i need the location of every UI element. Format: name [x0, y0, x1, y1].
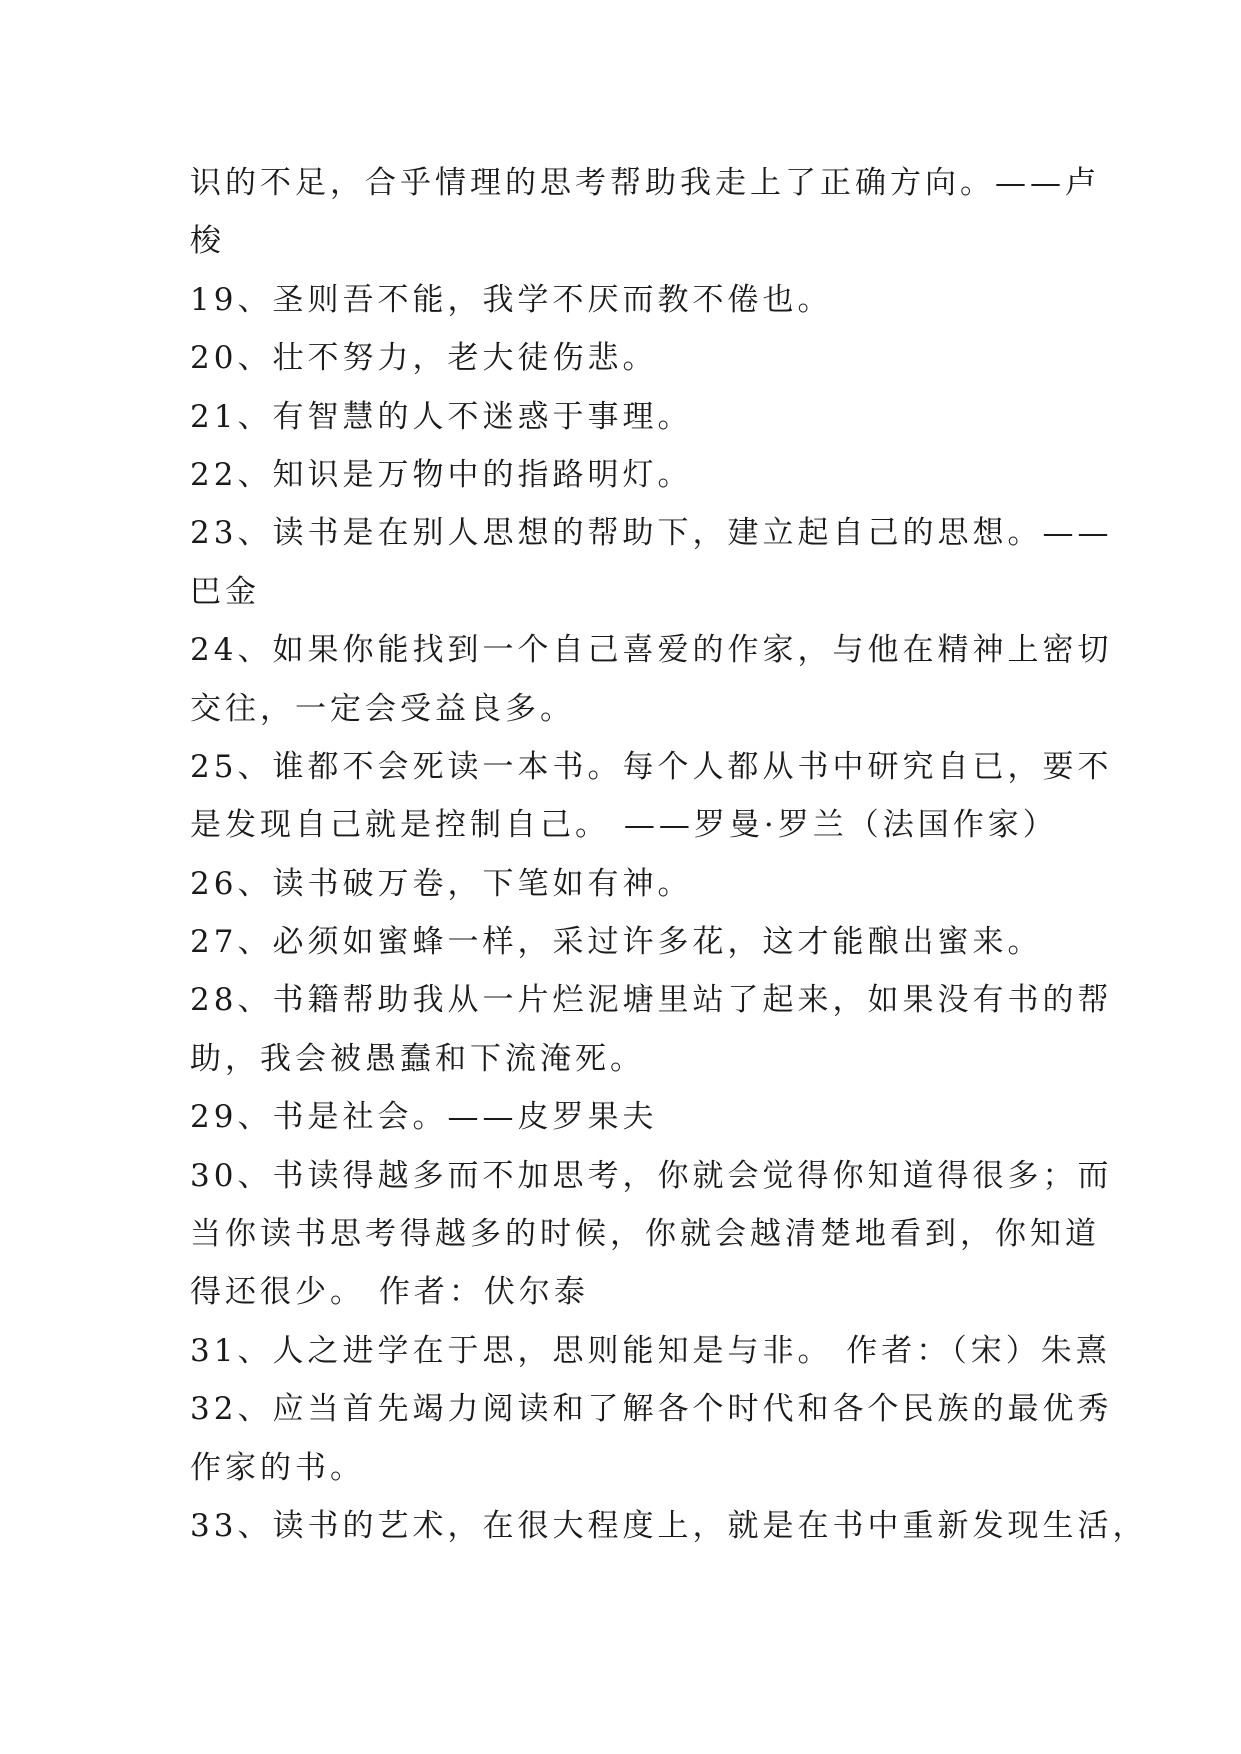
text-line: 识的不足，合乎情理的思考帮助我走上了正确方向。——卢 — [190, 165, 1100, 201]
text-line: 27、必须如蜜蜂一样，采过许多花，这才能酿出蜜来。 — [190, 924, 1043, 961]
text-line: 19、圣则吾不能，我学不厌而教不倦也。 — [190, 281, 833, 318]
text-line: 是发现自己就是控制自己。 ——罗曼·罗兰（法国作家） — [190, 807, 1058, 844]
text-line: 33、读书的艺术，在很大程度上，就是在书中重新发现生活， — [190, 1507, 1148, 1544]
text-line: 28、书籍帮助我从一片烂泥塘里站了起来，如果没有书的帮 — [190, 982, 1113, 1019]
text-line: 当你读书思考得越多的时候，你就会越清楚地看到，你知道 — [190, 1216, 1100, 1253]
text-line: 25、谁都不会死读一本书。每个人都从书中研究自已，要不 — [190, 748, 1113, 785]
text-line: 巴金 — [190, 573, 260, 610]
text-line: 32、应当首先竭力阅读和了解各个时代和各个民族的最优秀 — [190, 1391, 1113, 1428]
text-line: 23、读书是在别人思想的帮助下，建立起自己的思想。—— — [190, 515, 1113, 552]
text-line: 得还很少。 作者：伏尔泰 — [190, 1274, 589, 1311]
quote-text-block — [190, 154, 1148, 1555]
text-line: 20、壮不努力，老大徒伤悲。 — [190, 340, 658, 377]
text-line: 29、书是社会。——皮罗果夫 — [190, 1099, 658, 1136]
text-line: 24、如果你能找到一个自己喜爱的作家，与他在精神上密切 — [190, 632, 1113, 669]
text-line: 梭 — [190, 223, 225, 260]
text-line: 21、有智慧的人不迷惑于事理。 — [190, 398, 693, 435]
text-line: 作家的书。 — [190, 1449, 365, 1486]
text-line: 助，我会被愚蠢和下流淹死。 — [190, 1040, 645, 1077]
text-line: 31、人之进学在于思，思则能知是与非。 作者：（宋）朱熹 — [190, 1332, 1111, 1369]
text-line: 22、知识是万物中的指路明灯。 — [190, 456, 693, 493]
text-line: 交往，一定会受益良多。 — [190, 690, 575, 727]
text-line: 26、读书破万卷，下笔如有神。 — [190, 865, 693, 902]
text-line: 30、书读得越多而不加思考，你就会觉得你知道得很多；而 — [190, 1157, 1113, 1194]
